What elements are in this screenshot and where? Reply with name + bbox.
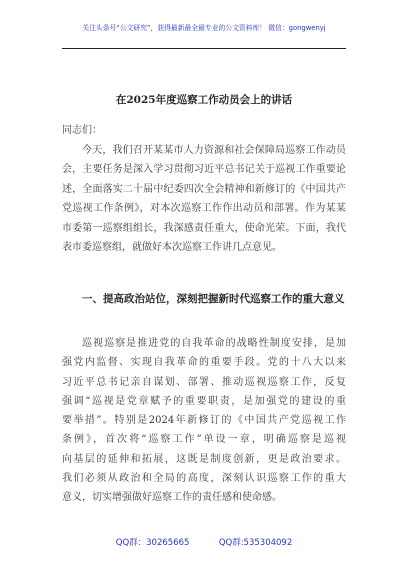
paragraph-line: 意义，切实增强做好巡察工作的责任感和使命感。 [62,492,282,504]
footer-qq-right: QQ群:535304092 [218,538,293,548]
footer [0,536,408,548]
paragraph-line: 向基层的延伸和拓展，这既是制度创新，更是政治要求。 [62,453,346,465]
intro-paragraph: 今天，我们召开某某市人力资源和社会保障局巡察工作动员会，主要任务是深入学习贯彻习近平总书记关于巡视工作重要论述，全面落实二十届中纪委四次全会精神和新修订的《中国共产党巡视工作条例》，对本次巡察工作作出动员和部署。作为某某市委第一巡察组组长，我深感责任重大，使命光荣。下面，我代表市委巡察组，就做好本次巡察工作讲几点意见。 [62,145,346,254]
paragraph-line: 巡视巡察是推进党的自我革命的战略性制度安排，是加 [82,338,346,349]
section-one-paragraph [62,334,346,508]
paragraph-line: 我们必须从政治和全局的高度，深刻认识巡察工作的重大 [62,473,346,485]
salutation: 同志们： [62,125,102,136]
paragraph-line: 条例》，首次将“巡察工作”单设一章，明确巡察是巡视 [62,434,346,446]
paragraph-line: 要举措”。特别是2024年新修订的《中国共产党巡视工作 [62,415,346,427]
document-title: 在2025年度巡察工作动员会上的讲话 [115,94,293,106]
paragraph-line: 强党内监督、实现自我革命的重要手段。党的十八大以来 [62,357,346,369]
header-divider [62,48,346,49]
paragraph-line: 强调“巡视是党章赋予的重要职责，是加强党的建设的重 [62,395,346,407]
paragraph-line: 习近平总书记亲自谋划、部署、推动巡视巡察工作，反复 [62,376,346,388]
header-banner: 关注头条号“公文研究”，获得最新最全最专业的公文资料库！ 微信：gongwenyj [82,24,326,32]
footer-qq-left: QQ群：30265665 [115,538,190,548]
section-heading-one: 一、提高政治站位，深刻把握新时代巡察工作的重大意义 [82,293,345,305]
